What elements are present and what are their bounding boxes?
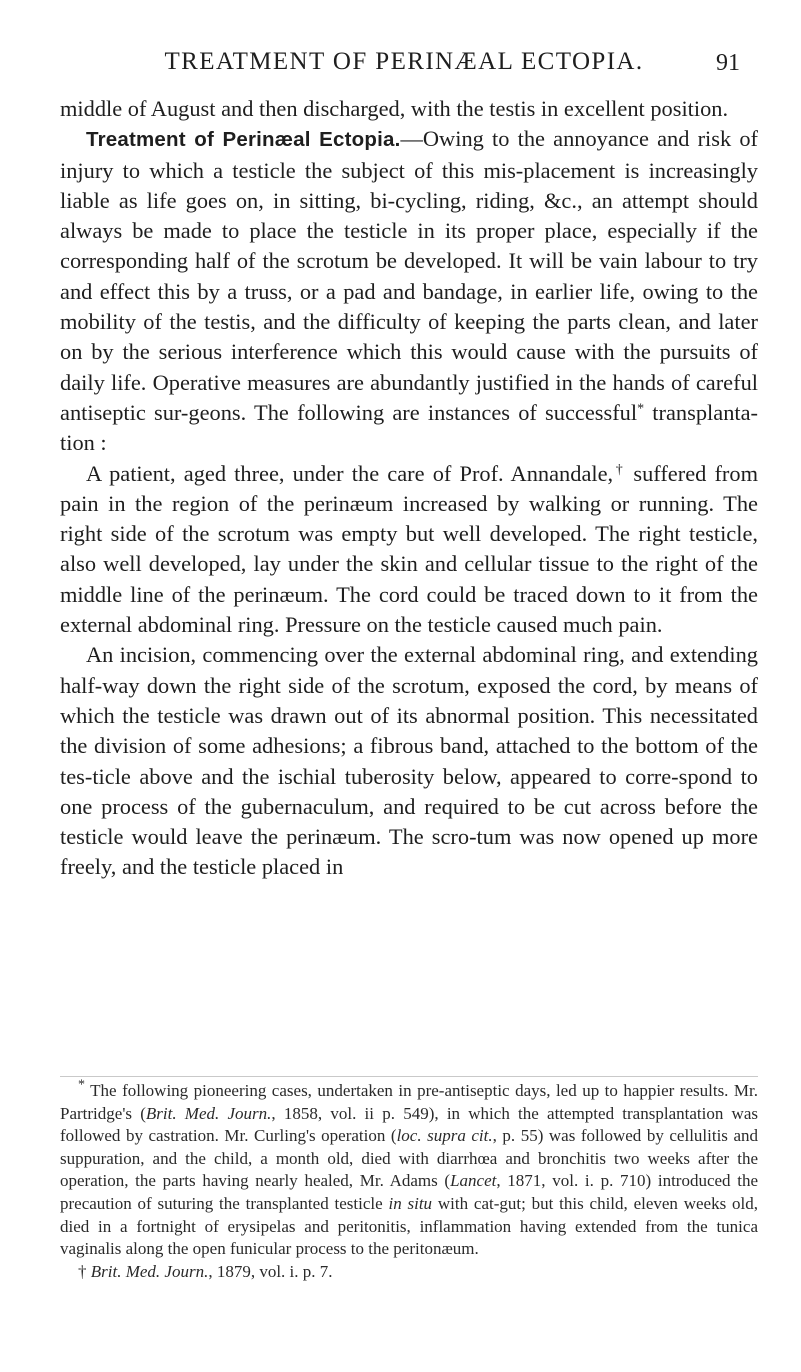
footnote-mark: * [78,1077,85,1093]
footnote-text: , 1871, vol. i. p. 710) introduced the precaution of suturing the transplanted testicle [60,1171,759,1213]
footnote-reference-asterisk: * [637,401,645,417]
citation-journal: Brit. Med. Journ. [90,1261,209,1281]
running-head [128,44,740,84]
footnote-text: The following pioneering cases, undertaken in pre-antiseptic days, led up to happier results. Mr. Partridge's ( [60,1081,758,1123]
citation-reference: loc. supra cit. [396,1126,493,1146]
paragraph-incision: An incision, commencing over the external abdominal ring, and extending half-way down the right side of the scrotum, exposed the cord, by means of which the testicle was drawn out of its abnormal position. This necessitated the division of some adhesions; a fibrous band, attached to the bottom of the tes-ticle above and the ischial tuberosity below, appeared to corre-spond to one process of the gubernaculum, and required to be cut across before the testicle would leave the perinæum. The scro-tum was now opened up more freely, and the testicle placed in [60,642,758,880]
citation-journal: Lancet [450,1171,497,1191]
paragraph-continuation: middle of August and then discharged, with the testis in excellent position. [60,96,729,121]
footnote-text: , 1879, vol. i. p. 7. [208,1261,333,1281]
footnote-divider [60,1076,758,1077]
paragraph-text: A patient, aged three, under the care of Prof. Annandale, [86,460,614,486]
footnote-text: , 1858, vol. ii p. 549), in which the attempted transplantation was followed by castration. Mr. Curling's operation ( [60,1103,758,1146]
paragraph-text-end: transplanta-tion : [60,399,758,456]
footnote-reference-dagger: † [613,461,626,477]
paragraph-case [60,459,758,641]
page-number: 91 [716,50,740,76]
footnote-text: , p. 55) was followed by cellulitis and suppuration, and the child, a month old, died with diarrhœa and bronchitis two weeks after the operation, the parts having nearly healed, Mr. Adams ( [60,1126,759,1191]
footnote-mark: † [78,1261,87,1281]
paragraph-text-end: suffered from pain in the region of the perinæum increased by walking or running. The right side of the scrotum was empty but well developed. The right testicle, also well developed, lay under the skin and cellular tissue to the right of the middle line of the perinæum. The cord could be traced down to it from the external abdominal ring. Pressure on the testicle caused much pain. [60,460,758,638]
running-title: TREATMENT OF PERINÆAL ECTOPIA. [164,48,644,75]
footnotes [60,1077,759,1283]
footnote-text: with cat-gut; but this child, eleven weeks old, died in a fortnight of erysipelas and peritonitis, inflammation having extended from the tunica vaginalis along the open funicular process to the peritonæum. [60,1193,758,1259]
section-heading: Treatment of Perinæal Ectopia. [86,128,401,152]
paragraph-text: —Owing to the annoyance and risk of injury to which a testicle the subject of this mis-placement is increasingly liable as life goes on, in sitting, bi-cycling, riding, &c., an attempt should always be made to place the testicle in its proper place, especially if the corresponding half of the scrotum be developed. It will be vain labour to try and effect this by a truss, or a pad and bandage, in earlier life, owing to the mobility of the testis, and the difficulty of keeping the parts clean, and later on by the serious interference which this would cause with the pursuits of daily life. Operative measures are abundantly justified in the hands of careful antiseptic sur-geons. The following are instances of successful [60,126,758,425]
footnote-asterisk [60,1077,759,1261]
citation-journal: Brit. Med. Journ. [145,1103,272,1123]
paragraph-treatment [60,124,758,458]
main-text [60,94,758,883]
footnote-dagger [60,1261,758,1284]
latin-phrase: in situ [388,1193,433,1213]
